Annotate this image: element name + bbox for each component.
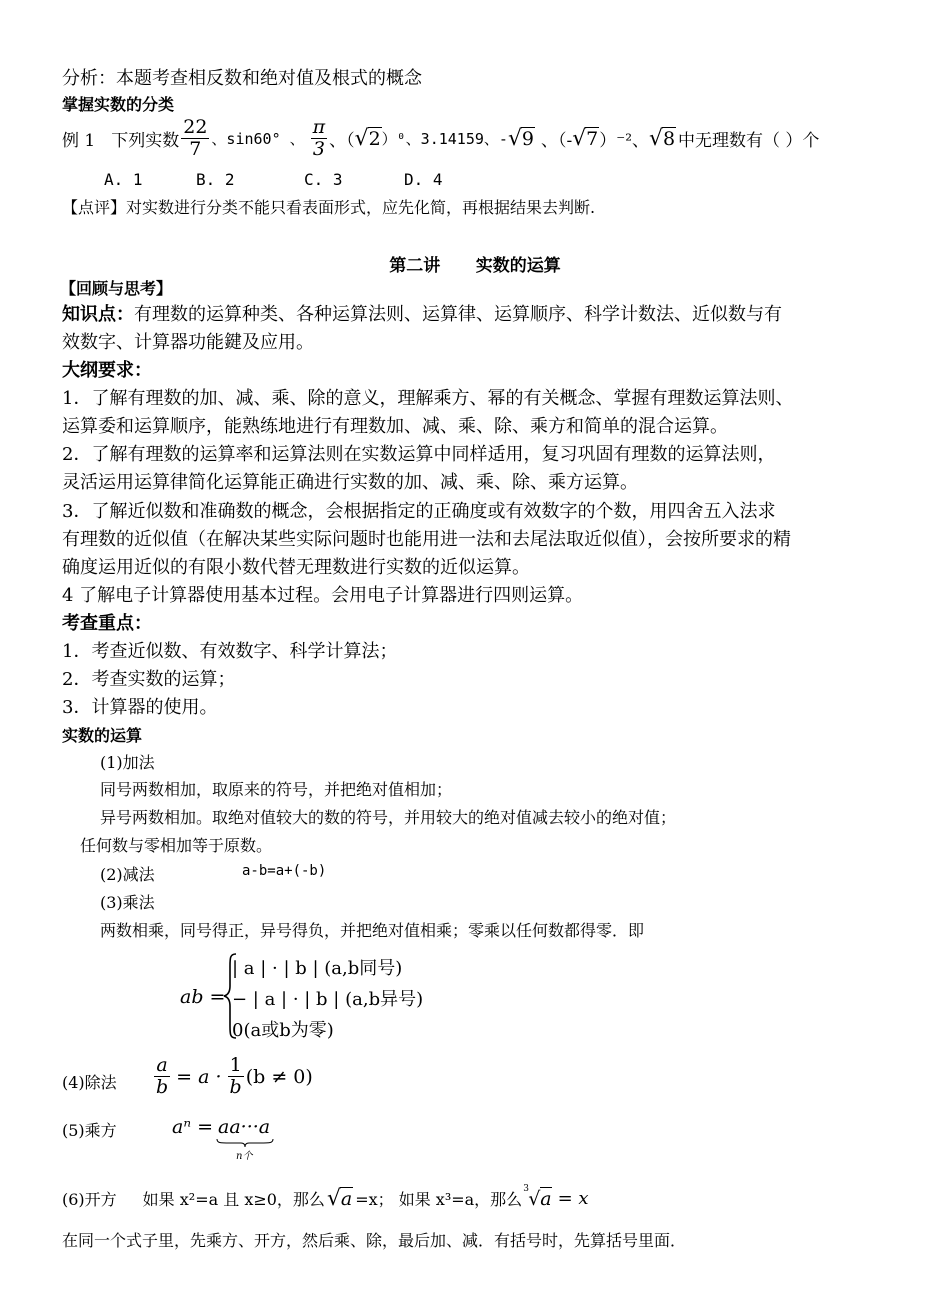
fraction-numerator: π <box>312 116 326 138</box>
sqrt-a: √a <box>326 1186 353 1211</box>
mul-text: 两数相乘，同号得正，异号得负，并把绝对值相乘；零乘以任何数都得零．即 <box>100 921 645 940</box>
option-c: C. 3 <box>304 170 343 189</box>
example-sep: ）⁻²、 <box>599 131 650 152</box>
pow-lhs: aⁿ = <box>172 1116 213 1138</box>
sub-formula: a-b=a+(-b) <box>242 863 327 879</box>
example-prefix: 下列实数 <box>111 131 180 152</box>
syllabus-line: 1．了解有理数的加、减、乘、除的意义，理解乘方、幂的有关概念、掌握有理数运算法则、 <box>62 388 794 409</box>
example-sep: ）⁰、3.14159、- <box>381 130 508 149</box>
mul-lhs: ab = <box>180 986 226 1008</box>
knowledge-line-2: 效数字、计算器功能鍵及应用。 <box>62 332 314 353</box>
div-mid: = a · <box>176 1065 222 1088</box>
fraction-pi-3 <box>311 118 328 160</box>
example-sep: 、（- <box>540 131 573 152</box>
example-1 <box>62 118 819 160</box>
div-fraction <box>154 1056 170 1098</box>
lecture-title: 第二讲 实数的运算 <box>389 256 561 276</box>
ops-heading: 实数的运算 <box>62 726 143 745</box>
radicand: 2 <box>368 128 381 151</box>
syllabus-line: 确度运用近似的有限小数代替无理数进行实数的近似运算。 <box>62 557 530 578</box>
focus-line: 2．考查实数的运算； <box>62 669 236 690</box>
root-line <box>62 1183 589 1211</box>
example-sep: 、sin60° 、 <box>211 130 305 149</box>
example-suffix: 中无理数有（ ）个 <box>678 131 820 152</box>
pow-rhs: aa···a <box>218 1116 271 1138</box>
radicand: 7 <box>586 128 599 151</box>
fraction-denominator: b <box>229 1075 242 1098</box>
mul-case-1: | a | · | b | (a,b同号) <box>232 958 403 979</box>
syllabus-line: 3．了解近似数和准确数的概念，会根据指定的正确度或有效数字的个数，用四舍五入法求 <box>62 501 776 522</box>
add-line: 同号两数相加，取原来的符号，并把绝对值相加； <box>100 780 453 799</box>
syllabus-line: 4 了解电子计算器使用基本过程。会用电子计算器进行四则运算。 <box>62 585 584 606</box>
radicand: 9 <box>521 128 534 151</box>
add-line: 异号两数相加。取绝对值较大的数的符号，并用较大的绝对值减去较小的绝对值； <box>100 808 677 827</box>
root-title: (6)开方 <box>62 1190 117 1209</box>
fraction-22-7 <box>181 118 209 160</box>
sqrt-8: √8 <box>649 126 676 152</box>
div-title: (4)除法 <box>62 1073 117 1092</box>
fraction-numerator: a <box>154 1056 170 1077</box>
pow-under: n个 <box>236 1151 253 1162</box>
syllabus-line: 运算委和运算顺序，能熟练地进行有理数加、减、乘、除、乘方和简单的混合运算。 <box>62 416 728 437</box>
syllabus-line: 有理数的近似值（在解决某些实际问题时也能用进一法和去尾法取近似值），会按所要求的精 <box>62 529 791 550</box>
review-heading: 【回顾与思考】 <box>60 279 173 298</box>
fraction-numerator: 22 <box>183 116 208 138</box>
comment-text: 【点评】对实数进行分类不能只看表面形式，应先化简，再根据结果去判断. <box>62 198 596 217</box>
example-label: 例 1 <box>62 131 96 152</box>
pow-title: (5)乘方 <box>62 1121 117 1140</box>
option-d: D. 4 <box>404 170 443 189</box>
sqrt-9: √9 <box>507 126 534 152</box>
fraction-denominator: 7 <box>189 137 202 160</box>
radicand: a <box>540 1187 552 1210</box>
root-text-2: =x； 如果 x³=a，那么 <box>355 1190 523 1209</box>
knowledge-label: 知识点： <box>62 304 134 325</box>
div-condition: (b ≠ 0) <box>245 1065 313 1088</box>
syllabus-heading: 大纲要求： <box>62 360 152 381</box>
radicand: 8 <box>662 128 676 151</box>
order-text: 在同一个式子里，先乘方、开方，然后乘、除，最后加、减．有括号时，先算括号里面． <box>62 1231 687 1250</box>
option-a: A. 1 <box>104 170 143 189</box>
mul-title: (3)乘法 <box>100 893 155 912</box>
mul-case-2: − | a | · | b | (a,b异号) <box>232 989 424 1010</box>
root-text-3: = x <box>557 1188 589 1209</box>
fraction-denominator: 3 <box>312 137 325 160</box>
example-sep: 、（ <box>329 131 355 152</box>
knowledge-text: 有理数的运算种类、各种运算法则、运算律、运算顺序、科学计数法、近似数与有 <box>134 304 782 325</box>
sqrt-7: √7 <box>572 126 599 152</box>
mul-case-3: 0(a或b为零) <box>232 1020 334 1041</box>
radicand: a <box>340 1188 353 1210</box>
root-text-1: 如果 x²=a 且 x≥0，那么 <box>142 1190 325 1209</box>
sub-title: (2)减法 <box>100 865 155 884</box>
sqrt-2: √2 <box>354 126 381 152</box>
syllabus-line: 2．了解有理数的运算率和运算法则在实数运算中同样适用，复习巩固有理数的运算法则， <box>62 444 776 465</box>
analysis-text: 分析：本题考查相反数和绝对值及根式的概念 <box>62 68 422 89</box>
add-line: 任何数与零相加等于原数。 <box>80 836 273 855</box>
classify-heading: 掌握实数的分类 <box>62 95 175 114</box>
focus-line: 1．考查近似数、有效数字、科学计算法； <box>62 641 398 662</box>
add-title: (1)加法 <box>100 753 155 772</box>
fraction-numerator: 1 <box>228 1056 244 1077</box>
syllabus-line: 灵活运用运算律简化运算能正确进行实数的加、减、乘、除、乘方运算。 <box>62 472 638 493</box>
option-b: B. 2 <box>196 170 235 189</box>
div-formula <box>152 1056 313 1098</box>
knowledge-line-1 <box>62 300 782 326</box>
fraction-denominator: b <box>156 1075 169 1098</box>
root-index: 3 <box>523 1183 529 1194</box>
div-fraction-2 <box>228 1056 244 1098</box>
focus-line: 3．计算器的使用。 <box>62 697 218 718</box>
focus-heading: 考查重点： <box>62 613 152 634</box>
cube-root-a: 3 √a <box>523 1183 552 1210</box>
